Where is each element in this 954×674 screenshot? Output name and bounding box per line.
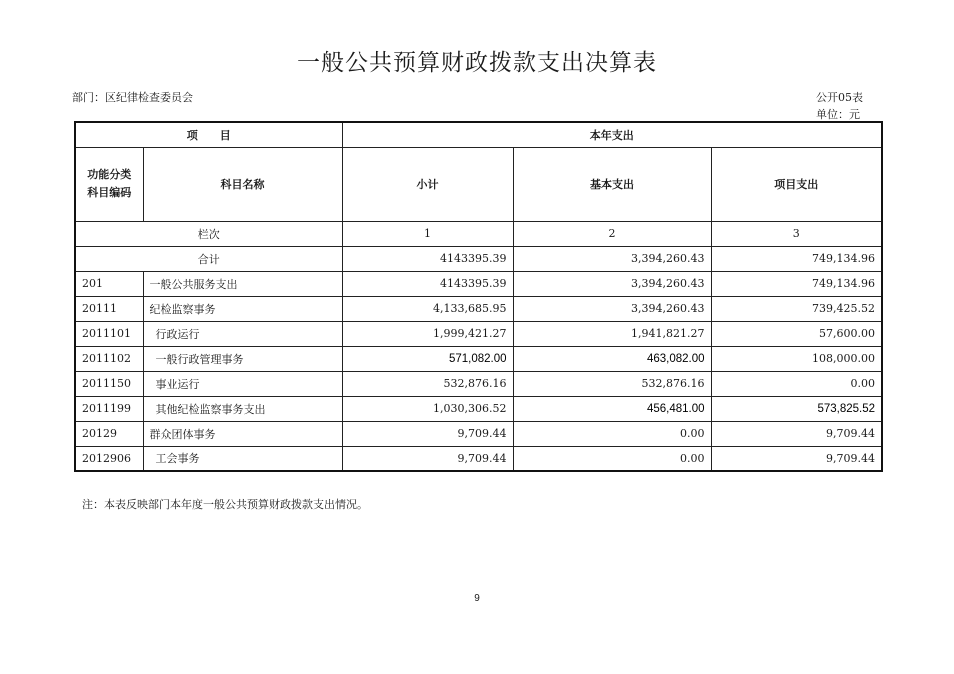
row-basic: 532,876.16: [513, 371, 711, 396]
column-number-1: 1: [342, 221, 513, 246]
total-basic: 3,394,260.43: [513, 246, 711, 271]
department-label: 部门：区纪律检查委员会: [72, 91, 193, 104]
row-project: 108,000.00: [711, 346, 882, 371]
row-project: 0.00: [711, 371, 882, 396]
row-project: 9,709.44: [711, 421, 882, 446]
table-row: [75, 296, 882, 321]
header-basic: 基本支出: [513, 147, 711, 221]
header-name: 科目名称: [143, 147, 342, 221]
row-code: 2011101: [75, 321, 143, 346]
row-project: 573,825.52: [711, 396, 882, 421]
row-basic: 0.00: [513, 421, 711, 446]
row-subtotal: 4,133,685.95: [342, 296, 513, 321]
row-name: 一般公共服务支出: [143, 271, 342, 296]
row-project: 57,600.00: [711, 321, 882, 346]
row-subtotal: 571,082.00: [342, 346, 513, 371]
page-title: 一般公共预算财政拨款支出决算表: [297, 50, 657, 76]
table-row: [75, 396, 882, 421]
total-subtotal: 4143395.39: [342, 246, 513, 271]
row-subtotal: 1,030,306.52: [342, 396, 513, 421]
row-code: 2011102: [75, 346, 143, 371]
row-basic: 1,941,821.27: [513, 321, 711, 346]
header-item: 项 目: [75, 122, 342, 147]
row-subtotal: 9,709.44: [342, 421, 513, 446]
row-project: 739,425.52: [711, 296, 882, 321]
row-subtotal: 1,999,421.27: [342, 321, 513, 346]
header-row-2: [75, 147, 882, 221]
row-basic: 463,082.00: [513, 346, 711, 371]
row-subtotal: 532,876.16: [342, 371, 513, 396]
expenditure-table: [74, 121, 883, 472]
row-name: 事业运行: [143, 371, 342, 396]
row-basic: 3,394,260.43: [513, 271, 711, 296]
table-row: [75, 271, 882, 296]
row-code: 201: [75, 271, 143, 296]
row-name: 纪检监察事务: [143, 296, 342, 321]
row-name: 工会事务: [143, 446, 342, 471]
table-row: [75, 421, 882, 446]
table-row: [75, 371, 882, 396]
row-basic: 3,394,260.43: [513, 296, 711, 321]
unit-label: 单位：元: [816, 108, 860, 121]
header-current-year: 本年支出: [342, 122, 882, 147]
row-code: 20111: [75, 296, 143, 321]
header-subtotal: 小计: [342, 147, 513, 221]
header-code: 功能分类 科目编码: [75, 147, 143, 221]
table-note: 注：本表反映部门本年度一般公共预算财政拨款支出情况。: [82, 498, 368, 511]
row-subtotal: 9,709.44: [342, 446, 513, 471]
total-label: 合计: [75, 246, 342, 271]
header-project: 项目支出: [711, 147, 882, 221]
row-basic: 456,481.00: [513, 396, 711, 421]
table-row: [75, 446, 882, 471]
row-name: 群众团体事务: [143, 421, 342, 446]
row-name: 行政运行: [143, 321, 342, 346]
row-code: 2011199: [75, 396, 143, 421]
column-number-row: [75, 221, 882, 246]
total-project: 749,134.96: [711, 246, 882, 271]
row-project: 9,709.44: [711, 446, 882, 471]
row-basic: 0.00: [513, 446, 711, 471]
total-row: [75, 246, 882, 271]
row-code: 2011150: [75, 371, 143, 396]
row-project: 749,134.96: [711, 271, 882, 296]
page-number: 9: [474, 593, 480, 604]
row-name: 其他纪检监察事务支出: [143, 396, 342, 421]
column-number-2: 2: [513, 221, 711, 246]
table-row: [75, 346, 882, 371]
row-code: 20129: [75, 421, 143, 446]
column-number-3: 3: [711, 221, 882, 246]
table-row: [75, 321, 882, 346]
form-number: 公开05表: [816, 91, 863, 104]
row-name: 一般行政管理事务: [143, 346, 342, 371]
header-row-1: [75, 122, 882, 147]
column-number-label: 栏次: [75, 221, 342, 246]
row-subtotal: 4143395.39: [342, 271, 513, 296]
row-code: 2012906: [75, 446, 143, 471]
